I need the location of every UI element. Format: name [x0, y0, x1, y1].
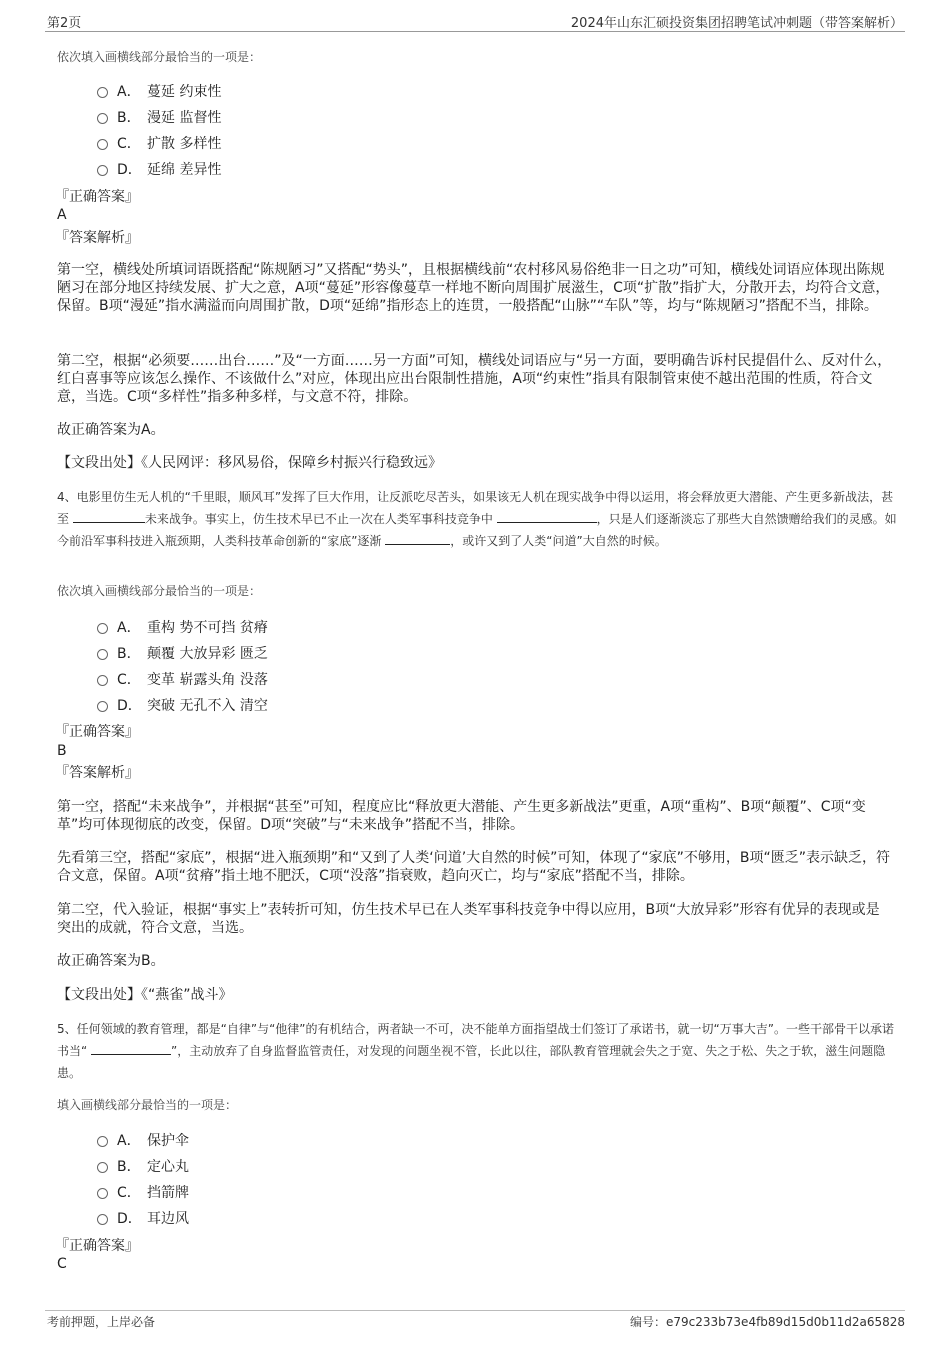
stem-text: 4、电影里仿生无人机的“千里眼，顺风耳”发挥了巨大作用，让反派吃尽苦头，如果该无人机在现实战争中得以运用，将会释放更大潜能、产生更多新战法，甚至 [57, 490, 894, 526]
radio-icon[interactable] [97, 1214, 108, 1225]
question-prompt: 依次填入画横线部分最恰当的一项是： [57, 50, 262, 64]
option-letter: B． [117, 110, 141, 126]
question-prompt: 依次填入画横线部分最恰当的一项是： [57, 584, 262, 598]
option-letter: B． [117, 646, 141, 662]
option-text: 定心丸 [147, 1159, 189, 1175]
answer-label: 『正确答案』 [55, 1238, 139, 1254]
blank-line [497, 512, 597, 523]
radio-icon[interactable] [97, 139, 108, 150]
analysis-paragraph: 第一空，搭配“未来战争”，并根据“甚至”可知，程度应比“释放更大潜能、产生更多新战法”更重，A项“重构”、B项“颠覆”、C项“变革”均可体现彻底的改变，保留。D项“突破”与“未来战争”搭配不当，排除。 [57, 799, 866, 833]
option-text: 重构 势不可挡 贫瘠 [147, 620, 268, 636]
analysis-label: 『答案解析』 [55, 765, 139, 781]
option-d[interactable] [97, 695, 268, 715]
option-text: 漫延 监督性 [147, 110, 222, 126]
stem-text: ，或许又到了人类“问道”大自然的时候。 [450, 534, 667, 548]
radio-icon[interactable] [97, 113, 108, 124]
answer-value: A [57, 207, 67, 223]
answer-label: 『正确答案』 [55, 189, 139, 205]
analysis-paragraph: 第二空，代入验证，根据“事实上”表转折可知，仿生技术早已在人类军事科技竞争中得以应用，B项“大放异彩”形容有优异的表现或是突出的成就，符合文意，当选。 [57, 902, 880, 936]
option-b[interactable] [97, 1156, 189, 1176]
option-c[interactable] [97, 669, 268, 689]
stem-text: ，只是人们逐渐淡忘了那些大自然馈赠给我们的灵感。如今前沿军事科技进入瓶颈期，人类科技革命创新的“家底”逐渐 [57, 512, 897, 548]
option-letter: C． [117, 136, 141, 152]
radio-icon[interactable] [97, 649, 108, 660]
analysis-paragraph: 第一空，横线处所填词语既搭配“陈规陋习”又搭配“势头”，且根据横线前“农村移风易俗绝非一日之功”可知，横线处词语应体现出陈规陋习在部分地区持续发展、扩大之意，A项“蔓延”形容像蔓草一样地不断向周围扩展滋生，C项“扩散”指扩大，分散开去，均符合文意，保留。B项“漫延”指水满溢而向周围扩散，D项“延绵”指形态上的连贯，一般搭配“山脉”“车队”等，均与“陈规陋习”搭配不当，排除。 [57, 262, 890, 314]
analysis-conclusion: 故正确答案为B。 [57, 953, 165, 969]
option-text: 保护伞 [147, 1133, 189, 1149]
option-letter: A． [117, 620, 141, 636]
option-b[interactable] [97, 643, 268, 663]
option-letter: D． [117, 698, 142, 714]
analysis-label: 『答案解析』 [55, 230, 139, 246]
option-text: 耳边风 [147, 1211, 189, 1227]
document-title: 2024年山东汇硕投资集团招聘笔试冲刺题（带答案解析） [570, 16, 903, 31]
option-letter: C． [117, 672, 141, 688]
option-text: 变革 崭露头角 没落 [147, 672, 268, 688]
option-a[interactable] [97, 617, 268, 637]
option-text: 突破 无孔不入 清空 [147, 698, 268, 714]
radio-icon[interactable] [97, 1188, 108, 1199]
option-text: 蔓延 约束性 [147, 84, 222, 100]
question-stem [57, 1018, 902, 1084]
analysis-paragraph: 第二空，根据“必须要……出台……”及“一方面……另一方面”可知，横线处词语应与“另一方面，要明确告诉村民提倡什么、反对什么，红白喜事等应该怎么操作、不该做什么”对应，体现出应出台限制性措施，A项“约束性”指具有限制管束使不越出范围的性质，符合文意，当选。C项“多样性”指多种多样，与文意不符，排除。 [57, 353, 892, 405]
option-letter: B． [117, 1159, 141, 1175]
radio-icon[interactable] [97, 87, 108, 98]
option-letter: D． [117, 162, 142, 178]
footer-divider [45, 1310, 905, 1311]
option-c[interactable] [97, 1182, 189, 1202]
radio-icon[interactable] [97, 675, 108, 686]
option-a[interactable] [97, 81, 221, 101]
radio-icon[interactable] [97, 1136, 108, 1147]
option-text: 延绵 差异性 [147, 162, 222, 178]
option-letter: A． [117, 84, 141, 100]
radio-icon[interactable] [97, 701, 108, 712]
analysis-conclusion: 故正确答案为A。 [57, 422, 165, 438]
blank-line [73, 512, 145, 523]
option-d[interactable] [97, 1208, 189, 1228]
option-b[interactable] [97, 107, 221, 127]
option-letter: C． [117, 1185, 141, 1201]
code-value: e79c233b73e4fb89d15d0b11d2a65828 [666, 1315, 905, 1329]
header-divider [45, 31, 905, 32]
option-d[interactable] [97, 159, 221, 179]
footer-slogan: 考前押题，上岸必备 [47, 1315, 156, 1329]
blank-line [385, 534, 450, 545]
stem-text: 未来战争。事实上，仿生技术早已不止一次在人类军事科技竞争中 [144, 512, 497, 526]
page-number: 第2页 [47, 16, 82, 31]
option-text: 挡箭牌 [147, 1185, 189, 1201]
option-letter: D． [117, 1211, 142, 1227]
source-citation: 【文段出处】《人民网评：移风易俗，保障乡村振兴行稳致远》 [57, 455, 442, 471]
code-label: 编号： [630, 1315, 667, 1329]
answer-value: B [57, 743, 67, 759]
document-code [630, 1313, 905, 1330]
answer-label: 『正确答案』 [55, 724, 139, 740]
radio-icon[interactable] [97, 623, 108, 634]
option-a[interactable] [97, 1130, 189, 1150]
blank-line [91, 1044, 171, 1055]
radio-icon[interactable] [97, 1162, 108, 1173]
answer-value: C [57, 1256, 67, 1272]
radio-icon[interactable] [97, 165, 108, 176]
option-letter: A． [117, 1133, 141, 1149]
question-stem [57, 486, 902, 552]
option-text: 扩散 多样性 [147, 136, 222, 152]
question-prompt: 填入画横线部分最恰当的一项是： [57, 1098, 238, 1112]
stem-text: 5、任何领域的教育管理，都是“自律”与“他律”的有机结合，两者缺一不可，决不能单方面指望战士们签订了承诺书，就一切“万事大吉”。一些干部骨干以承诺书当“ [57, 1022, 894, 1058]
option-c[interactable] [97, 133, 221, 153]
source-citation: 【文段出处】《“燕雀”战斗》 [57, 987, 233, 1003]
option-text: 颠覆 大放异彩 匮乏 [147, 646, 268, 662]
analysis-paragraph: 先看第三空，搭配“家底”，根据“进入瓶颈期”和“又到了人类‘问道’大自然的时候”可知，体现了“家底”不够用，B项“匮乏”表示缺乏，符合文意，保留。A项“贫瘠”指土地不肥沃，C项“没落”指衰败，趋向灭亡，均与“家底”搭配不当，排除。 [57, 850, 891, 884]
stem-text: ”，主动放弃了自身监督监管责任，对发现的问题坐视不管，长此以往，部队教育管理就会失之于宽、失之于松、失之于软，滋生问题隐患。 [57, 1044, 886, 1080]
